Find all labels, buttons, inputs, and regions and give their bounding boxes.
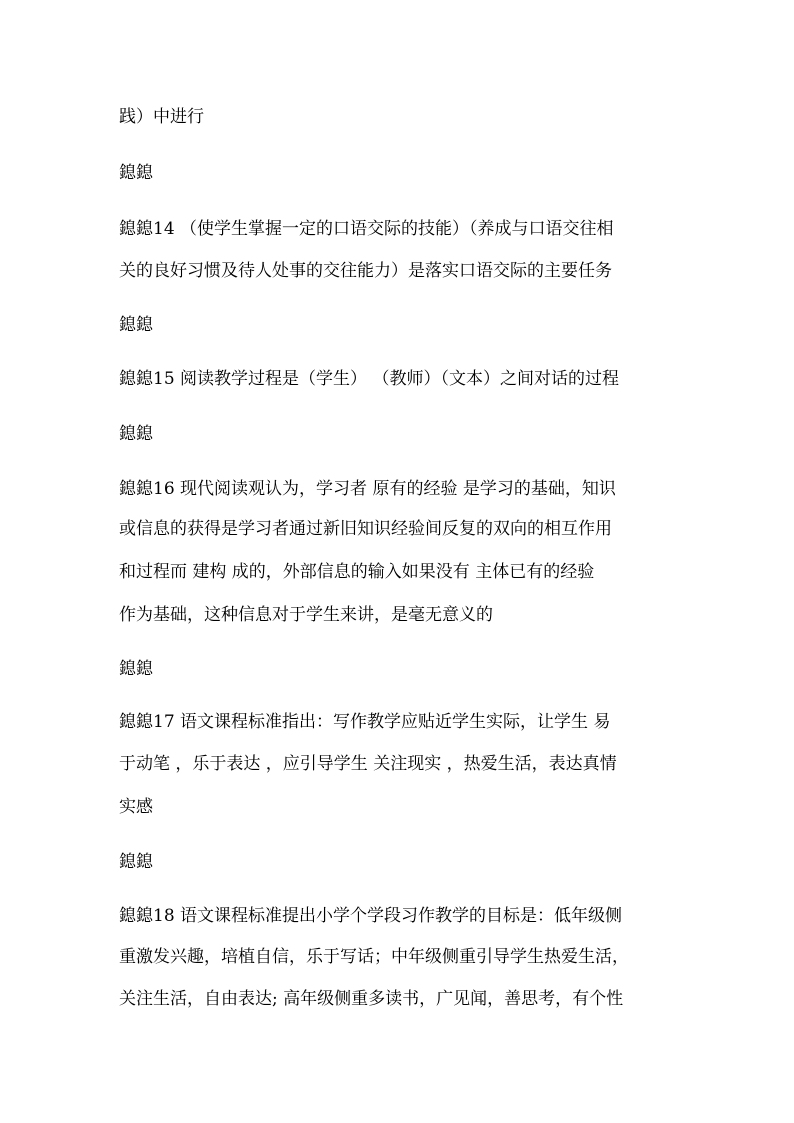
text-line: 重激发兴趣，培植自信，乐于写话；中年级侧重引导学生热爱生活， [119,947,629,967]
text-line: 或信息的获得是学习者通过新旧知识经验间反复的双向的相互作用 [119,519,612,539]
text-line: 实感 [119,797,153,817]
text-line: 作为基础，这种信息对于学生来讲，是毫无意义的 [119,605,493,625]
text-line: 鎴鎴16 现代阅读观认为，学习者 原有的经验 是学习的基础，知识 [119,479,616,499]
text-line: 鎴鎴 [119,659,153,679]
text-line: 鎴鎴 [119,852,153,872]
text-line: 和过程而 建构 成的，外部信息的输入如果没有 主体已有的经验 [119,562,595,582]
text-line: 于动笔 ，乐于表达 ，应引导学生 关注现实 ，热爱生活，表达真情 [119,754,617,774]
text-line: 关注生活，自由表达; 高年级侧重多读书，广见闻，善思考，有个性 [119,989,624,1009]
text-line: 关的良好习惯及待人处事的交往能力）是落实口语交际的主要任务 [119,261,612,281]
text-line: 践）中进行 [119,107,204,127]
text-line: 鎴鎴18 语文课程标准提出小学个学段习作教学的目标是：低年级侧 [119,906,623,926]
text-line: 鎴鎴17 语文课程标准指出：写作教学应贴近学生实际，让学生 易 [119,712,611,732]
text-line: 鎴鎴 [119,424,153,444]
text-line: 鎴鎴 [119,163,153,183]
text-line: 鎴鎴15 阅读教学过程是（学生） （教师）（文本）之间对话的过程 [119,369,619,389]
text-line: 鎴鎴14 （使学生掌握一定的口语交际的技能）（养成与口语交往相 [119,219,614,239]
text-line: 鎴鎴 [119,315,153,335]
